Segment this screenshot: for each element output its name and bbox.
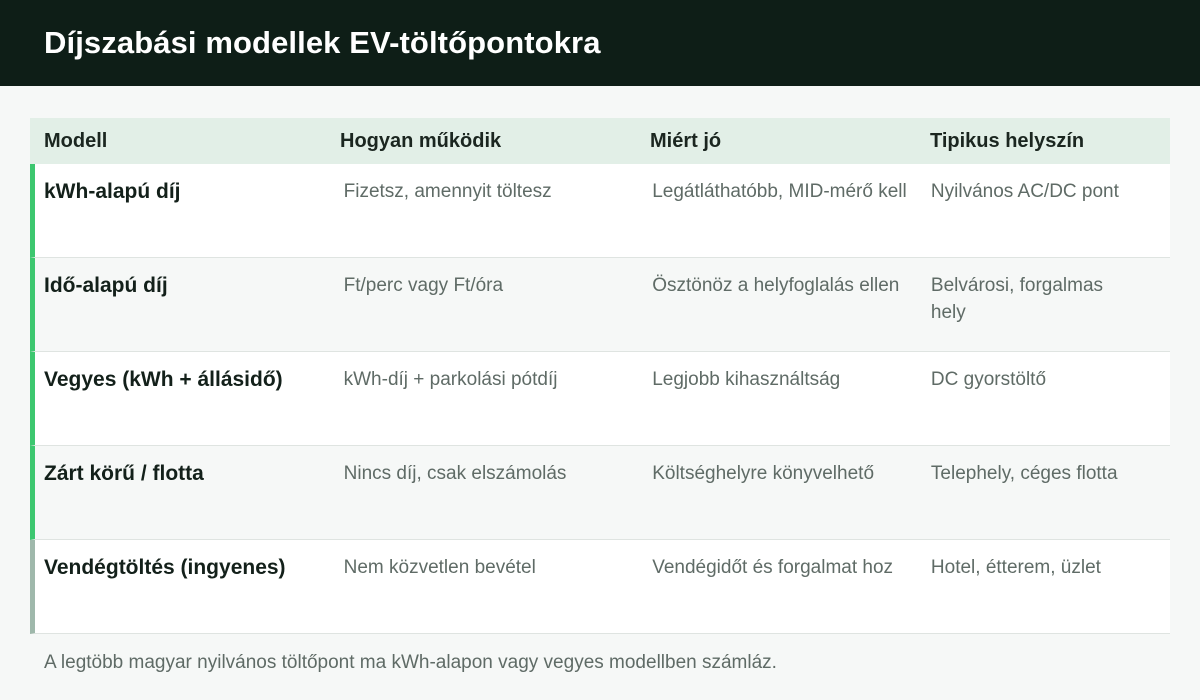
typical-location: DC gyorstöltő (930, 369, 1047, 390)
how-it-works: Ft/perc vagy Ft/óra (343, 275, 504, 296)
pricing-models-table (30, 118, 1170, 634)
table-row (30, 258, 1170, 352)
table-row (30, 164, 1170, 258)
column-header-how: Hogyan működik (340, 129, 502, 152)
column-header-where: Tipikus helyszín (930, 129, 1085, 152)
model-name: Vegyes (kWh + állásidő) (44, 368, 283, 391)
typical-location: Telephely, céges flotta (930, 463, 1118, 484)
typical-location: Belvárosi, forgalmas hely (930, 275, 1104, 323)
why-good: Költséghelyre könyvelhető (652, 463, 875, 484)
how-it-works: Nem közvetlen bevétel (343, 557, 536, 578)
model-name: Zárt körű / flotta (44, 462, 204, 485)
model-name: kWh-alapú díj (44, 180, 181, 203)
footnote: A legtöbb magyar nyilvános töltőpont ma kWh-alapon vagy vegyes modellben számláz. (44, 652, 777, 673)
page-header (0, 0, 1200, 86)
how-it-works: Fizetsz, amennyit töltesz (343, 181, 552, 202)
column-header-model: Modell (44, 129, 108, 152)
typical-location: Nyilvános AC/DC pont (930, 181, 1119, 202)
typical-location: Hotel, étterem, üzlet (930, 557, 1101, 578)
why-good: Legátláthatóbb, MID-mérő kell (652, 181, 907, 202)
column-header-why: Miért jó (650, 129, 722, 152)
why-good: Ösztönöz a helyfoglalás ellen (652, 275, 900, 296)
table-header-row (30, 118, 1170, 164)
table-row (30, 446, 1170, 540)
how-it-works: kWh-díj + parkolási pótdíj (343, 369, 558, 390)
model-name: Vendégtöltés (ingyenes) (44, 556, 286, 579)
how-it-works: Nincs díj, csak elszámolás (343, 463, 567, 484)
why-good: Vendégidőt és forgalmat hoz (652, 557, 894, 578)
page-title: Díjszabási modellek EV-töltőpontokra (44, 25, 601, 60)
table-row (30, 352, 1170, 446)
why-good: Legjobb kihasználtság (652, 369, 841, 390)
model-name: Idő-alapú díj (44, 274, 168, 297)
table-row (30, 540, 1170, 634)
